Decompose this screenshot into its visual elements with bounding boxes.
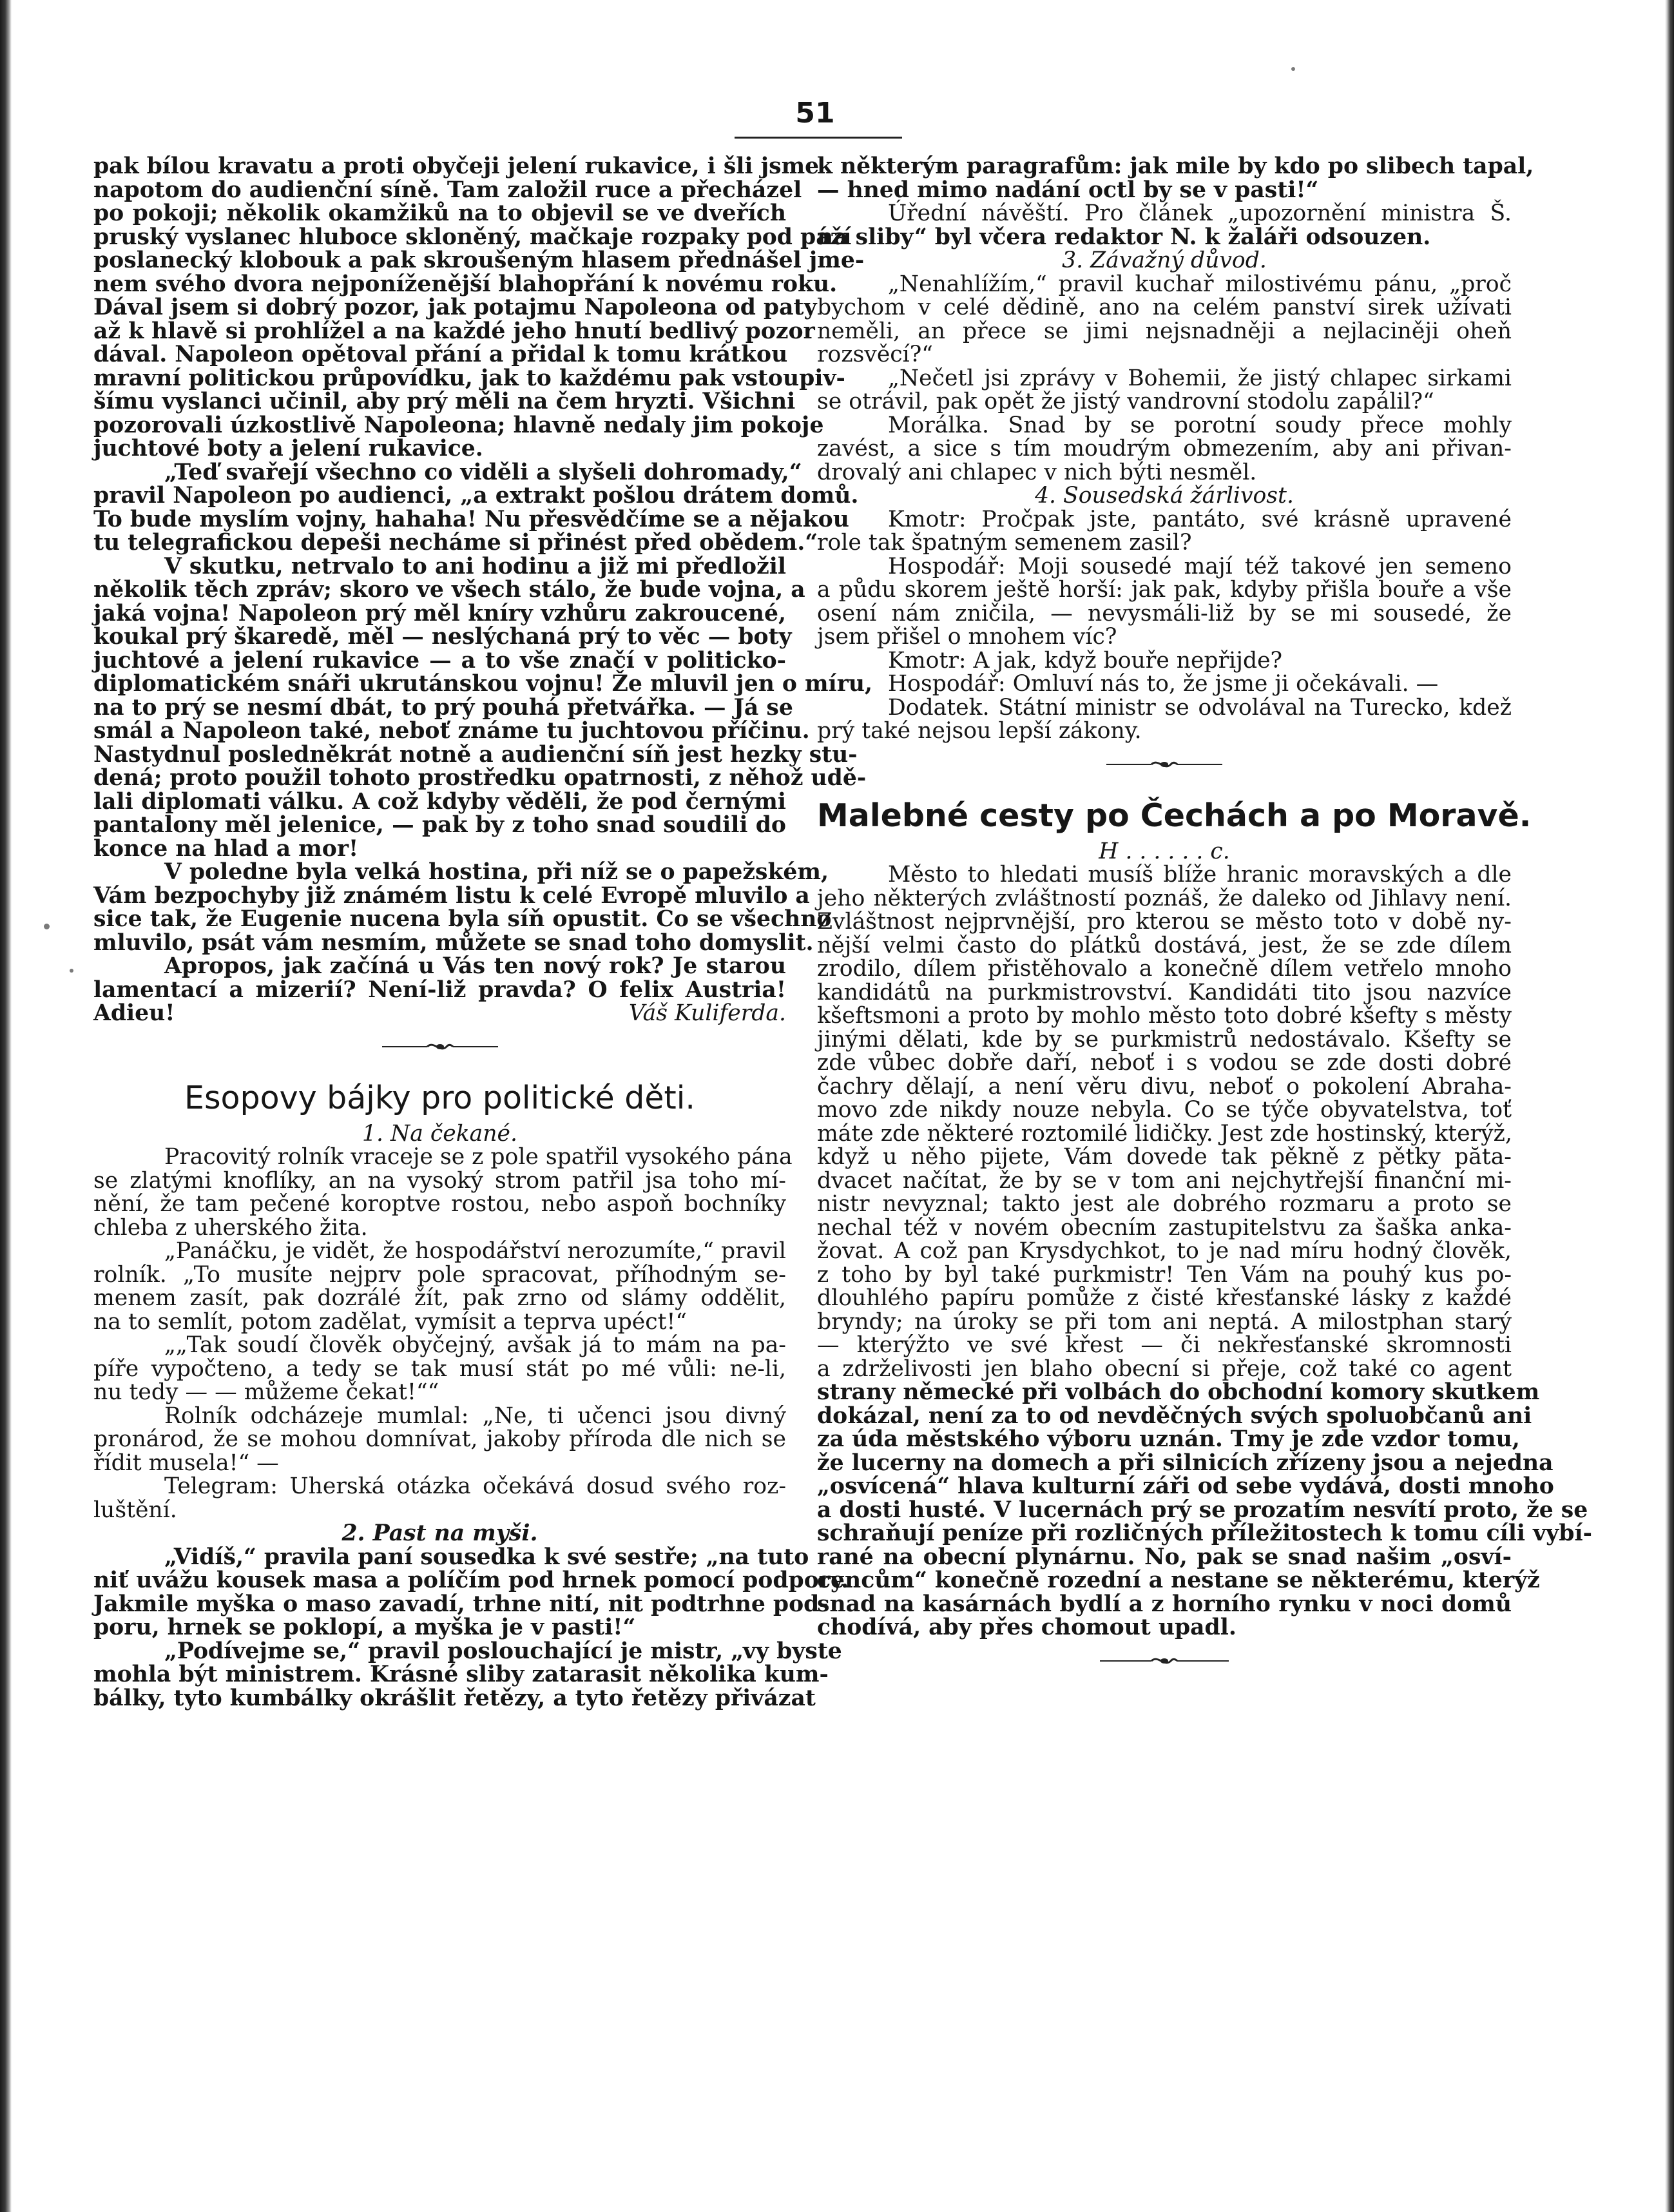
ornament-swirl-icon [376, 1037, 505, 1056]
right-column [817, 153, 1592, 1685]
text-line: rolník. „To musíte nejprv pole spracovat, příhodným se- [93, 1261, 786, 1288]
ornament-divider [93, 1025, 786, 1071]
text-line: pak bílou kravatu a proti obyčeji jelení rukavice, i šli jsme [93, 153, 820, 179]
section-title: Esopovy bájky pro politické děti. [184, 1079, 695, 1116]
text-line: tu telegrafickou depeši necháme si přinést před obědem.“ [93, 530, 818, 556]
text-line: chleba z uherského žita. [93, 1214, 368, 1241]
text-line: šímu vyslanci učinil, aby prý měli na čem hryzti. Všichni [93, 389, 796, 414]
text-line: pravil Napoleon po audienci, „a extrakt pošlou drátem domů. [93, 483, 859, 509]
text-line: neměli, an přece se jimi nejsnadněji a nejlaciněji oheň [817, 318, 1512, 344]
text-line: bychom v celé dědině, ano na celém panství sirek užívati [817, 295, 1512, 320]
text-line: Dodatek. Státní ministr se odvolával na Turecko, kdež [888, 694, 1512, 721]
fable-title: 4. Sousedská žárlivost. [1035, 483, 1294, 509]
text-line: pozorovali úzkostlivě Napoleona; hlavně nedaly jim pokoje [93, 412, 824, 438]
text-line: movo zde nikdy nouze nebyla. Co se týče obyvatelstva, toť [817, 1097, 1512, 1123]
text-line: dvacet načítat, že by se v tom ani nejchytřejší finanční mi- [817, 1167, 1512, 1194]
text-line: drovalý ani chlapec v nich býti nesměl. [817, 459, 1257, 485]
text-line: strany německé při volbách do obchodní komory skutkem [817, 1379, 1540, 1405]
text-line: niť uvážu kousek masa a políčím pod hrnek pomocí podpory. [93, 1567, 849, 1593]
text-line: zrodilo, dílem přistěhovalo a konečně dílem vetřelo mnoho [817, 956, 1512, 982]
text-line: Zvláštnost nejprvnější, pro kterou se město toto v době ny- [817, 909, 1512, 935]
ornament-swirl-icon [1100, 755, 1229, 774]
left-column [93, 153, 873, 1711]
text-line: za úda městského výboru uznán. Tmy je zde vzdor tomu, [817, 1426, 1520, 1452]
text-line: dlouhlého papíru pomůže z čisté křesťanské lásky z každé [817, 1285, 1512, 1311]
text-line: a půdu skorem ještě horší: jak pak, kdyby přišla bouře a vše [817, 577, 1512, 603]
text-line: Nastydnul posledněkrát notně a audienční síň jest hezky stu- [93, 741, 858, 768]
text-line: na sliby“ byl včera redaktor N. k žaláři odsouzen. [817, 224, 1431, 250]
text-line: dokázal, není za to od nevděčných svých spoluobčanů ani [817, 1402, 1532, 1429]
page-number: 51 [795, 97, 835, 130]
text-line: Jakmile myška o maso zavadí, trhne nití, nit podtrhne pod- [93, 1591, 829, 1617]
text-line: Morálka. Snad by se porotní soudy přece mohly [888, 412, 1512, 438]
text-line: juchtové a jelení rukavice — a to vše značí v politicko- [93, 647, 786, 674]
text-line: „Nenahlížím,“ pravil kuchař milostivému pánu, „proč [888, 271, 1512, 297]
text-line: poru, hrnek se poklopí, a myška je v pasti!“ [93, 1615, 636, 1640]
text-line: Hospodář: Omluví nás to, že jsme ji očekávali. — [888, 671, 1439, 697]
text-line: „Panáčku, je vidět, že hospodářství nerozumíte,“ pravil [164, 1238, 786, 1264]
text-line: smál a Napoleon také, neboť známe tu juchtovou příčinu. [93, 718, 810, 744]
scan-speck [44, 924, 50, 929]
text-line: a zdrželivosti jen blaho obecní si přeje, což také co agent [817, 1355, 1512, 1382]
text-line: V poledne byla velká hostina, při níž se o papežském, [164, 859, 829, 885]
text-line: lali diplomati válku. A což kdyby věděli, že pod černými [93, 788, 786, 815]
text-line: že lucerny na domech a při silnicích zřízeny jsou a nejedna [817, 1450, 1554, 1476]
text-line: čachry dělají, a není věru divu, neboť o pokolení Abraha- [817, 1073, 1512, 1100]
text-line: jsem přišel o mnohem víc? [817, 624, 1117, 650]
text-line: rané na obecní plynárnu. No, pak se snad našim „osví- [817, 1544, 1512, 1570]
text-line: napotom do audienční síně. Tam založil ruce a přecházel [93, 177, 802, 203]
text-line: chodívá, aby přes chomout upadl. [817, 1615, 1236, 1640]
text-line: Město to hledati musíš blíže hranic moravských a dle [888, 862, 1512, 888]
text-line: schraňují peníze při rozličných příležitostech k tomu cíli vybí- [817, 1520, 1592, 1546]
text-line: dával. Napoleon opětoval přání a přidal k tomu krátkou [93, 342, 788, 367]
text-line: několik těch zpráv; skoro ve všech stálo, že bude vojna, a [93, 577, 805, 603]
text-line: se otrávil, pak opět že jistý vandrovní stodolu zapálil?“ [817, 389, 1434, 414]
scan-speck [70, 969, 73, 973]
text-line: kandidátů na purkmistrovství. Kandidáti tito jsou nazvíce [817, 979, 1512, 1005]
text-line: jaká vojna! Napoleon prý měl kníry vzhůru zakroucené, [93, 600, 786, 626]
signature: Váš Kuliferda. [628, 1000, 786, 1026]
text-line: nění, že tam pečené koroptve rostou, nebo aspoň bochníky [93, 1191, 786, 1217]
text-line: dená; proto použil tohoto prostředku opatrnosti, z něhož udě- [93, 765, 867, 791]
text-line: koukal prý škaredě, měl — neslýchaná prý to věc — boty [93, 624, 792, 650]
fable-title: 2. Past na myši. [342, 1520, 538, 1546]
text-line: „Teď svařejí všechno co viděli a slyšeli dohromady,“ [164, 459, 802, 485]
text-line: lamentací a mizerií? Není-liž pravda? O felix Austria! [93, 976, 786, 1003]
text-line: na to prý se nesmí dbát, to prý pouhá přetvářka. — Já se [93, 694, 793, 721]
article-author: H . . . . . . c. [1099, 838, 1230, 864]
text-line: To bude myslím vojny, hahaha! Nu přesvědčíme se a nějakou [93, 506, 849, 532]
text-line: pantalony měl jelenice, — pak by z toho snad soudili do [93, 812, 786, 838]
scan-edge-left [0, 0, 12, 2212]
text-line: rozsvěcí?“ [817, 342, 933, 367]
text-line: konce na hlad a mor! [93, 835, 359, 862]
text-line: mluvilo, psát vám nesmím, můžete se snad toho domyslit. [93, 929, 814, 956]
text-line: juchtové boty a jelení rukavice. [93, 436, 483, 461]
text-line: z toho by byl také purkmistr! Ten Vám na pouhý kus po- [817, 1261, 1512, 1288]
text-line: „Podívejme se,“ pravil poslouchající je mistr, „vy byste [164, 1638, 842, 1664]
text-line: menem zasít, pak dozrálé žít, pak zrno od slámy oddělit, [93, 1285, 786, 1311]
text-line: Kmotr: Pročpak jste, pantáto, své krásně upravené [888, 506, 1512, 532]
text-line: zavést, a sice s tím moudrým obmezením, aby ani přivan- [817, 436, 1512, 461]
text-line: zde vůbec dobře daří, neboť i s vodou se zde dosti dobré [817, 1050, 1512, 1076]
text-line: „„Tak soudí člověk obyčejný, avšak já to mám na pa- [164, 1332, 786, 1358]
text-line: — hned mimo nadání octl by se v pasti!“ [817, 177, 1319, 203]
text-line: jeho některých zvláštností poznáš, že daleko od Jihlavy není. [817, 885, 1512, 911]
text-line: prý také nejsou lepší zákony. [817, 718, 1142, 744]
scan-speck [1291, 67, 1295, 71]
text-line: nem svého dvora nejponíženější blahopřání k novému roku. [93, 271, 838, 297]
text-line: — kterýžto ve své křest — či nekřesťanské skromnosti [817, 1332, 1512, 1358]
text-line: nechal též v novém obecním zastupitelstvu za šaška anka- [817, 1214, 1512, 1241]
text-line: kšeftsmoni a proto by mohlo město toto dobré kšefty s městy [817, 1003, 1512, 1029]
text-line: máte zde některé roztomilé lidičky. Jest zde hostinský, kterýž, [817, 1120, 1512, 1147]
text-line: mohla být ministrem. Krásné sliby zatarasit několika kum- [93, 1662, 829, 1687]
text-line: sice tak, že Eugenie nucena byla síň opustit. Co se všechno [93, 906, 832, 932]
text-line: Apropos, jak začíná u Vás ten nový rok? Je starou [164, 953, 786, 979]
article-title: Malebné cesty po Čechách a po Moravě. [817, 797, 1532, 834]
ornament-divider [817, 743, 1512, 788]
text-line: „Nečetl jsi zprávy v Bohemii, že jistý chlapec sirkami [888, 365, 1512, 391]
text-line: nu tedy — — můžeme čekat!““ [93, 1379, 439, 1405]
fable-title: 3. Závažný důvod. [1062, 247, 1267, 273]
text-line: bryndy; na úroky se při tom ani neptá. A milostphan starý [817, 1308, 1512, 1335]
text-line: bálky, tyto kumbálky okrášlit řetězy, a tyto řetězy přivázat [93, 1685, 816, 1711]
text-line: píře vypočteno, a tedy se tak musí stát po mé vůli: ne-li, [93, 1355, 786, 1382]
text-line: snad na kasárnách bydlí a z horního rynku v noci domů [817, 1591, 1512, 1617]
text-line: Dával jsem si dobrý pozor, jak potajmu Napoleona od paty [93, 295, 817, 320]
text-line: se zlatými knoflíky, an na vysoký strom patřil jsa toho mí- [93, 1167, 786, 1194]
text-line: pronárod, že se mohou domnívat, jakoby příroda dle nich se [93, 1426, 786, 1452]
text-line: Vám bezpochyby již známém listu k celé Evropě mluvilo a [93, 882, 810, 909]
text-line: Hospodář: Moji sousedé mají též takové jen semeno [888, 553, 1512, 579]
text-line: po pokoji; několik okamžiků na to objevil se ve dveřích [93, 200, 786, 226]
text-line: žovat. A což pan Krysdychkot, to je nad míru hodný člověk, [817, 1238, 1512, 1264]
text-line: jinými dělati, kde by se purkmistrů nedostávalo. Kšefty se [817, 1026, 1512, 1053]
text-line: nistr nevyznal; takto jest ale dobrého rozmaru a proto se [817, 1191, 1512, 1217]
page-number-rule [735, 137, 902, 139]
ornament-divider [817, 1640, 1512, 1685]
text-line: „osvícená“ hlava kulturní záři od sebe vydává, dosti mnoho [817, 1473, 1554, 1499]
text-line: až k hlavě si prohlížel a na každé jeho hnutí bedlivý pozor [93, 318, 815, 344]
text-line: Kmotr: A jak, když bouře nepřijde? [888, 647, 1283, 674]
text-line: Pracovitý rolník vraceje se z pole spatřil vysokého pána [164, 1144, 793, 1170]
text-line: „Vidíš,“ pravila paní sousedka k své sestře; „na tuto [164, 1544, 809, 1570]
closing-line [93, 1002, 786, 1025]
text-line: na to semlít, potom zadělat, vymísit a teprva upéct!“ [93, 1308, 688, 1335]
fable-title: 1. Na čekané. [362, 1120, 517, 1147]
text-line: role tak špatným semenem zasil? [817, 530, 1192, 556]
text-line: V skutku, netrvalo to ani hodinu a již mi předložil [164, 553, 786, 579]
text-line: a dosti husté. V lucernách prý se prozatím nesvítí proto, že se [817, 1497, 1588, 1523]
text-line: cencům“ konečně rozední a nestane se některému, kterýž [817, 1567, 1540, 1593]
closing-adieu: Adieu! [93, 1000, 175, 1026]
text-line: řídit musela!“ — [93, 1450, 279, 1476]
text-line: když u něho pijete, Vám dovede tak pěkně z pětky păta- [817, 1144, 1512, 1170]
text-line: pruský vyslanec hluboce skloněný, mačkaje rozpaky pod páží [93, 224, 852, 250]
text-line: Telegram: Uherská otázka očekává dosud svého roz- [164, 1473, 786, 1499]
text-line: poslanecký klobouk a pak skroušeným hlasem přednášel jme- [93, 247, 865, 273]
text-line: mravní politickou průpovídku, jak to každému pak vstoupiv- [93, 365, 845, 391]
text-line: osení nám zničila, — nevysmáli-liž by se mi sousedé, že [817, 600, 1512, 626]
text-line: luštění. [93, 1497, 177, 1523]
text-line: nější velmi často do plátků dostává, jest, že se zde dílem [817, 932, 1512, 958]
scan-edge-right [1665, 0, 1674, 2212]
text-line: Úřední návěští. Pro článek „upozornění ministra Š. [888, 200, 1512, 226]
text-line: Rolník odcházeje mumlal: „Ne, ti učenci jsou divný [164, 1402, 786, 1429]
text-line: k některým paragrafům: jak mile by kdo po slibech tapal, [817, 153, 1534, 179]
ornament-swirl-icon [1093, 1651, 1235, 1671]
text-line: diplomatickém snáři ukrutánskou vojnu! Že mluvil jen o míru, [93, 671, 873, 697]
